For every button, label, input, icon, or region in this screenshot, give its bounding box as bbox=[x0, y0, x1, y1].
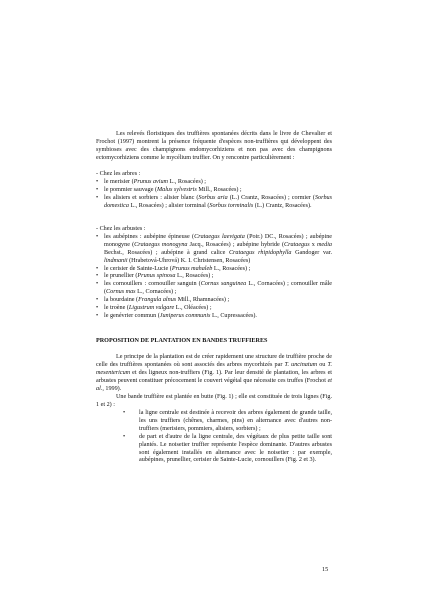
shrubs-list bbox=[96, 234, 332, 321]
bullet-icon: • bbox=[96, 233, 99, 240]
trees-heading: - Chez les arbres : bbox=[96, 171, 141, 177]
list-item: • les alisiers et sorbiers : alisier blanc (Sorbus aria (L.) Crantz, Rosacées) ; cormier (Sorbus domestica L., Rosacées) ; alisier torminal (Sorbus torminalis (L.) Crantz, Rosacées). bbox=[96, 194, 332, 209]
plan-list-block bbox=[96, 410, 332, 465]
list-item: • le pommier sauvage (Malus sylvestris Mill., Rosacées) ; bbox=[96, 186, 242, 193]
shrubs-section bbox=[96, 226, 332, 321]
page-number: 15 bbox=[322, 566, 329, 573]
bullet-icon: • bbox=[96, 297, 99, 304]
list-item: • le prunellier (Prunus spinosa L., Rosacées) ; bbox=[96, 273, 214, 280]
bullet-icon: • bbox=[96, 312, 99, 319]
list-item: • le troène (Ligustrum vulgare L., Oléacées) ; bbox=[96, 305, 212, 312]
bullet-icon: • bbox=[123, 410, 126, 416]
bullet-icon: • bbox=[96, 194, 99, 201]
body-paragraph-2: Une bande truffière est plantée en butte (Fig. 1) ; elle est constituée de trois lignes (Fig. 1 et 2) : bbox=[96, 394, 332, 408]
list-item: • le merisier (Prunus avium L., Rosacées) ; bbox=[96, 178, 206, 185]
plan-list bbox=[96, 410, 332, 465]
list-item: • les aubépines : aubépine épineuse (Crataegus laevigata (Poir.) DC., Rosacées) ; aubépine monogyne (Crataegus monogyna Jacq., Rosacées) ; aubépine hybride (Crataegus x media Bechst., Rosacées) ; aubépine à grand calice Crataegus rhipidophylla Gandoger var. lindmanii (Hrabetová-Uhrová) K. I. Christensen, Rosacées) bbox=[96, 233, 332, 264]
bullet-icon: • bbox=[123, 433, 126, 440]
bullet-icon: • bbox=[96, 265, 99, 272]
bullet-icon: • bbox=[96, 305, 99, 312]
trees-section bbox=[96, 171, 332, 211]
list-item: • la ligne centrale est destinée à recevoir des arbres également de grande taille, les uns truffiers (chênes, charmes, pins) en alternance avec d'autres non-truffiers (merisiers, pommiers, alisiers, sorbiers) ; bbox=[123, 410, 332, 432]
body-paragraph-1: Le principe de la plantation est de créer rapidement une structure de truffière proche de celle des truffières spontanées où sont associés des arbres mycorhizés par T. uncinatum ou T. mesentericum et des ligneux non-truffiers (Fig. 1). Par leur densité de plantation, les arbres et arbustes peuvent constituer précocement le couvert végétal que nécessite ces truffes (Frochot et al., 1999). bbox=[96, 354, 333, 392]
bullet-icon: • bbox=[96, 281, 99, 288]
list-item: • le cerisier de Sainte-Lucie (Prunus mahaleb L., Rosacées) ; bbox=[96, 265, 251, 272]
trees-list bbox=[96, 179, 332, 211]
list-item: • le genévrier commun (Juniperus communis L., Cupressacées). bbox=[96, 312, 257, 319]
list-item: • de part et d'autre de la ligne centrale, des végétaux de plus petite taille sont plantés. Le noisetier truffier représente l'espèce dominante. D'autres arbustes sont également installés en alternance avec le noisetier : par exemple, aubépines, prunellier, cerisier de Sainte-Lucie, cornouillers (Fig. 2 et 3). bbox=[123, 433, 332, 464]
bullet-icon: • bbox=[96, 186, 99, 193]
shrubs-heading: - Chez les arbustes : bbox=[96, 226, 146, 232]
list-item: • les cornouillers : cornouiller sanguin (Cornus sanguinea L., Cornacées) ; cornouiller mâle (Cornus mas L., Cornacées) ; bbox=[96, 281, 332, 296]
section-title: PROPOSITION DE PLANTATION EN BANDES TRUFFIERES bbox=[96, 338, 268, 344]
intro-paragraph: Les relevés floristiques des truffières spontanées décrits dans le livre de Chevalier et Frochot (1997) montrent la présence fréquente d'espèces non-truffières qui développent des symbioses avec des champignons endomycorhiziens et non pas avec des champignons ectomycorhiziens comme le mycélium truffier. On y rencontre particulièrement : bbox=[96, 131, 332, 161]
bullet-icon: • bbox=[96, 178, 99, 185]
list-item: • la bourdaine (Frangula alnus Mill., Rhamnacées) ; bbox=[96, 297, 230, 304]
bullet-icon: • bbox=[96, 273, 99, 280]
